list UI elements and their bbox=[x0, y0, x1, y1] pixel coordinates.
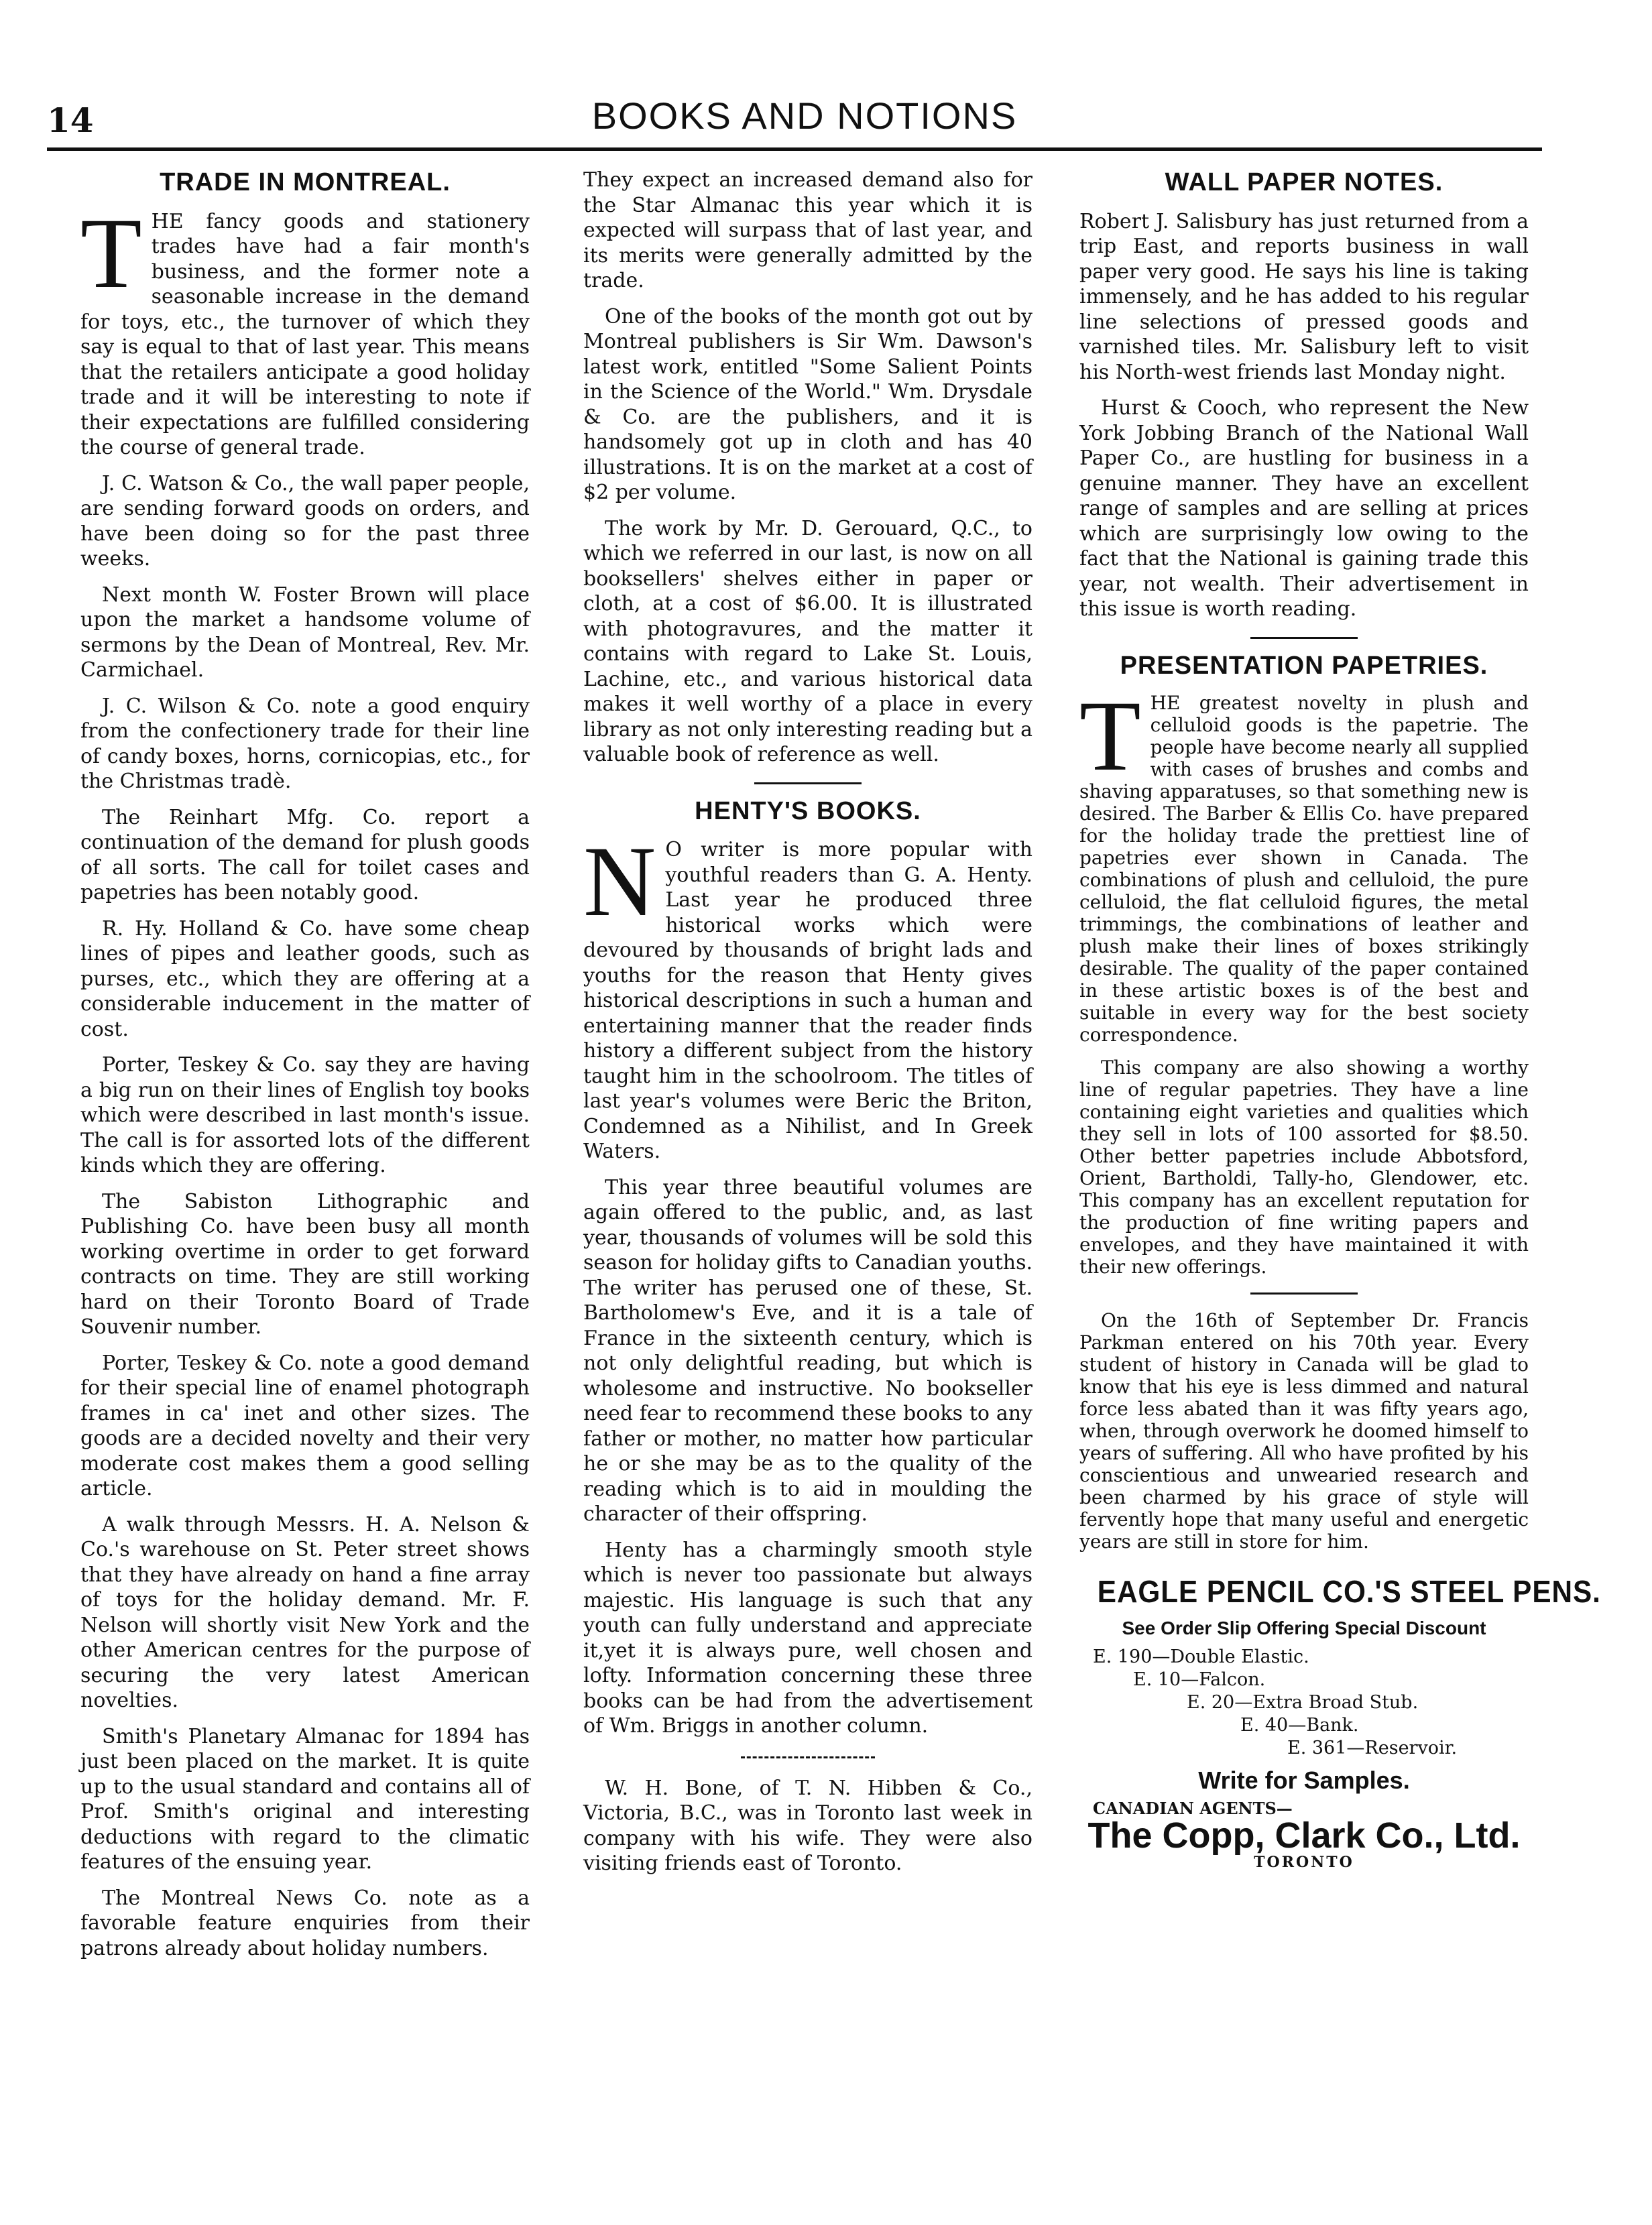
ad-city: TORONTO bbox=[1254, 1853, 1354, 1871]
ad-pen-list bbox=[1079, 1646, 1529, 1760]
article-paragraph: Henty has a charmingly smooth style which is never too passionate but always majestic. His language is such that any youth can fully understand and appreciate it,yet it is always pure, well chosen and lofty. Information concerning these three books can be had from the advertisement of Wm. Briggs in another column. bbox=[583, 1538, 1032, 1738]
section-divider bbox=[1250, 637, 1358, 639]
trade-in-montreal-heading: TRADE IN MONTREAL. bbox=[160, 168, 451, 196]
article-paragraph: A walk through Messrs. H. A. Nelson & Co.'s warehouse on St. Peter street shows that they have already on hand a fine array of toys for the holiday demand. Mr. F. Nelson will shortly visit New York and the other American centres for the purpose of securing the very latest American novelties. bbox=[80, 1512, 530, 1712]
article-paragraph: R. Hy. Holland & Co. have some cheap lines of pipes and leather goods, such as purses, etc., which they are offering at a considerable inducement in the matter of cost. bbox=[80, 916, 530, 1041]
eagle-pencil-advertisement bbox=[1079, 1574, 1601, 1875]
article-paragraph: Hurst & Cooch, who represent the New York Jobbing Branch of the National Wall Paper Co., are hustling for business in a genuine manner. They have an excellent range of samples and are selling at prices which are surprisingly low owing to the fact that the National is gaining trade this year, not wealth. Their advertisement in this issue is worth reading. bbox=[1079, 396, 1529, 621]
ad-title: EAGLE PENCIL CO.'S STEEL PENS. bbox=[1097, 1574, 1601, 1609]
article-paragraph: J. C. Wilson & Co. note a good enquiry from the confectionery trade for their line of candy boxes, horns, cornicopias, etc., for the Christmas tradè. bbox=[80, 694, 530, 793]
article-paragraph bbox=[80, 197, 530, 461]
papetries-article bbox=[1079, 680, 1529, 1278]
article-paragraph: They expect an increased demand also for the Star Almanac this year which it is expected will surpass that of last year, and its merits were generally admitted by the trade. bbox=[583, 168, 1032, 292]
ad-list-item: E. 190—Double Elastic. bbox=[1093, 1646, 1309, 1667]
section-divider bbox=[741, 1756, 875, 1758]
section-divider bbox=[1250, 1292, 1358, 1295]
article-paragraph: The Reinhart Mfg. Co. report a continuation of the demand for plush goods of all sorts. The call for toilet cases and papetries has been notably good. bbox=[80, 805, 530, 904]
drop-cap: N bbox=[583, 826, 656, 937]
ad-list-item: E. 361—Reservoir. bbox=[1287, 1738, 1458, 1758]
publication-title: BOOKS AND NOTIONS bbox=[591, 95, 1018, 137]
presentation-papetries-heading: PRESENTATION PAPETRIES. bbox=[1120, 651, 1488, 680]
article-paragraph: One of the books of the month got out by Montreal publishers is Sir Wm. Dawson's latest work, entitled "Some Salient Points in the Science of the World." Wm. Drysdale & Co. are the publishers, and it is handsomely got up in cloth and has 40 illustrations. It is on the market at a cost of $2 per volume. bbox=[583, 304, 1032, 504]
wall-paper-notes-heading: WALL PAPER NOTES. bbox=[1165, 168, 1443, 196]
drop-cap: T bbox=[1079, 680, 1141, 792]
article-paragraph: On the 16th of September Dr. Francis Parkman entered on his 70th year. Every student of history in Canada will be glad to know that his eye is less dimmed and natural force less abated than it was fifty years ago, when, through overwork he doomed himself to years of suffering. All who have profited by his conscientious and unwearied research and been charmed by his grace of style will fervently hope that many useful and energetic years are still in store for him. bbox=[1079, 1309, 1529, 1553]
ad-list-item: E. 20—Extra Broad Stub. bbox=[1187, 1692, 1419, 1713]
ad-company-name: The Copp, Clark Co., Ltd. bbox=[1087, 1815, 1521, 1856]
article-paragraph: The Montreal News Co. note as a favorable feature enquiries from their patrons already about holiday numbers. bbox=[80, 1886, 530, 1960]
section-divider bbox=[754, 782, 862, 784]
article-paragraph: Next month W. Foster Brown will place upon the market a handsome volume of sermons by the Dean of Montreal, Rev. Mr. Carmichael. bbox=[80, 583, 530, 682]
article-paragraph: This company are also showing a worthy line of regular papetries. They have a line containing eight varieties and qualities which they sell in lots of 100 assorted for $8.50. Other better papetries include Abbotsford, Orient, Bartholdi, Tally-ho, Glendower, etc. This company has an excellent reputation for the production of fine writing papers and envelopes, and they have maintained it with their new offerings. bbox=[1079, 1057, 1529, 1278]
paragraph-text: HE fancy goods and stationery trades have had a fair month's business, and the former note a seasonable increase in the demand for toys, etc., the turnover of which they say is equal to that of last year. This means that the retailers anticipate a good holiday trade and it will be interesting to note if their expectations are fulfilled considering the course of general trade. bbox=[80, 209, 530, 459]
ad-list-item: E. 10—Falcon. bbox=[1133, 1669, 1266, 1690]
ad-agents-label: CANADIAN AGENTS— bbox=[1093, 1798, 1293, 1818]
drop-cap: T bbox=[80, 197, 142, 309]
ad-subtitle: See Order Slip Offering Special Discount bbox=[1122, 1617, 1486, 1638]
paragraph-text: HE greatest novelty in plush and celluloid goods is the papetrie. The people have become nearly all supplied with cases of brushes and combs and shaving apparatuses, so that something new is desired. The Barber & Ellis Co. have prepared for the holiday trade the prettiest line of papetries ever shown in Canada. The combinations of plush and celluloid, the pure celluloid, the flat celluloid figures, the metal trimmings, the combinations of leather and plush make their lines of boxes strikingly desirable. The quality of the paper contained in these artistic boxes is of the best and suitable in every way for the best society correspondence. bbox=[1079, 692, 1529, 1046]
ad-call-to-action: Write for Samples. bbox=[1198, 1766, 1410, 1794]
ad-list-item: E. 40—Bank. bbox=[1240, 1715, 1359, 1736]
parkman-article bbox=[1079, 1309, 1529, 1553]
header-rule bbox=[47, 147, 1542, 151]
article-paragraph: J. C. Watson & Co., the wall paper people, are sending forward goods on orders, and have been doing so for the past three weeks. bbox=[80, 471, 530, 570]
article-paragraph: The Sabiston Lithographic and Publishing Co. have been busy all month working overtime in order to get forward contracts on time. They are still working hard on their Toronto Board of Trade Souvenir number. bbox=[80, 1189, 530, 1339]
henty-books-heading: HENTY'S BOOKS. bbox=[695, 796, 921, 825]
paragraph-text: O writer is more popular with youthful readers than G. A. Henty. Last year he produced three historical works which were devoured by thousands of bright lads and youths for the reason that Henty gives historical descriptions in such a human and entertaining manner that the reader finds history a different subject from the history taught him in the schoolroom. The titles of last year's volumes were Beric the Briton, Condemned as a Nihilist, and In Greek Waters. bbox=[583, 838, 1032, 1163]
article-paragraph: Robert J. Salisbury has just returned from a trip East, and reports business in wall paper very good. He says his line is taking immensely, and he has added to his regular line selections of pressed goods and varnished tiles. Mr. Salisbury left to visit his North-west friends last Monday night. bbox=[1079, 209, 1529, 384]
page-number: 14 bbox=[47, 101, 94, 140]
article-paragraph: This year three beautiful volumes are again offered to the public, and, as last year, thousands of volumes will be sold this season for holiday gifts to Canadian youths. The writer has perused one of these, St. Bartholomew's Eve, and it is a tale of France in the sixteenth century, which is not only delightful reading, but which is wholesome and instructive. No bookseller need fear to recommend these books to any father or mother, no matter how particular he or she may be as to the quality of the reading which is to aid in moulding the character of their offspring. bbox=[583, 1175, 1032, 1526]
article-paragraph bbox=[1079, 680, 1529, 1046]
article-paragraph bbox=[583, 826, 1032, 1164]
article-paragraph: W. H. Bone, of T. N. Hibben & Co., Victoria, B.C., was in Toronto last week in company with his wife. They were also visiting friends east of Toronto. bbox=[583, 1776, 1032, 1875]
article-paragraph: The work by Mr. D. Gerouard, Q.C., to which we referred in our last, is now on all booksellers' shelves either in paper or cloth, at a cost of $6.00. It is illustrated with photogravures, and the matter it contains with regard to Lake St. Louis, Lachine, etc., and various historical data makes it well worthy of a place in every library as not only interesting reading but a valuable book of reference as well. bbox=[583, 516, 1032, 766]
column-3 bbox=[1079, 168, 1601, 1875]
article-paragraph: Smith's Planetary Almanac for 1894 has just been placed on the market. It is quite up to the usual standard and contains all of Prof. Smith's original and interesting deductions with regard to the climatic features of the ensuing year. bbox=[80, 1724, 530, 1874]
article-paragraph: Porter, Teskey & Co. note a good demand for their special line of enamel photograph frames in ca' inet and other sizes. The goods are a decided novelty and their very moderate cost makes them a good selling article. bbox=[80, 1351, 530, 1500]
column-1 bbox=[80, 168, 530, 1972]
column-2 bbox=[583, 168, 1032, 1887]
article-paragraph: Porter, Teskey & Co. say they are having a big run on their lines of English toy books which were described in last month's issue. The call is for assorted lots of the different kinds which they are offering. bbox=[80, 1053, 530, 1177]
